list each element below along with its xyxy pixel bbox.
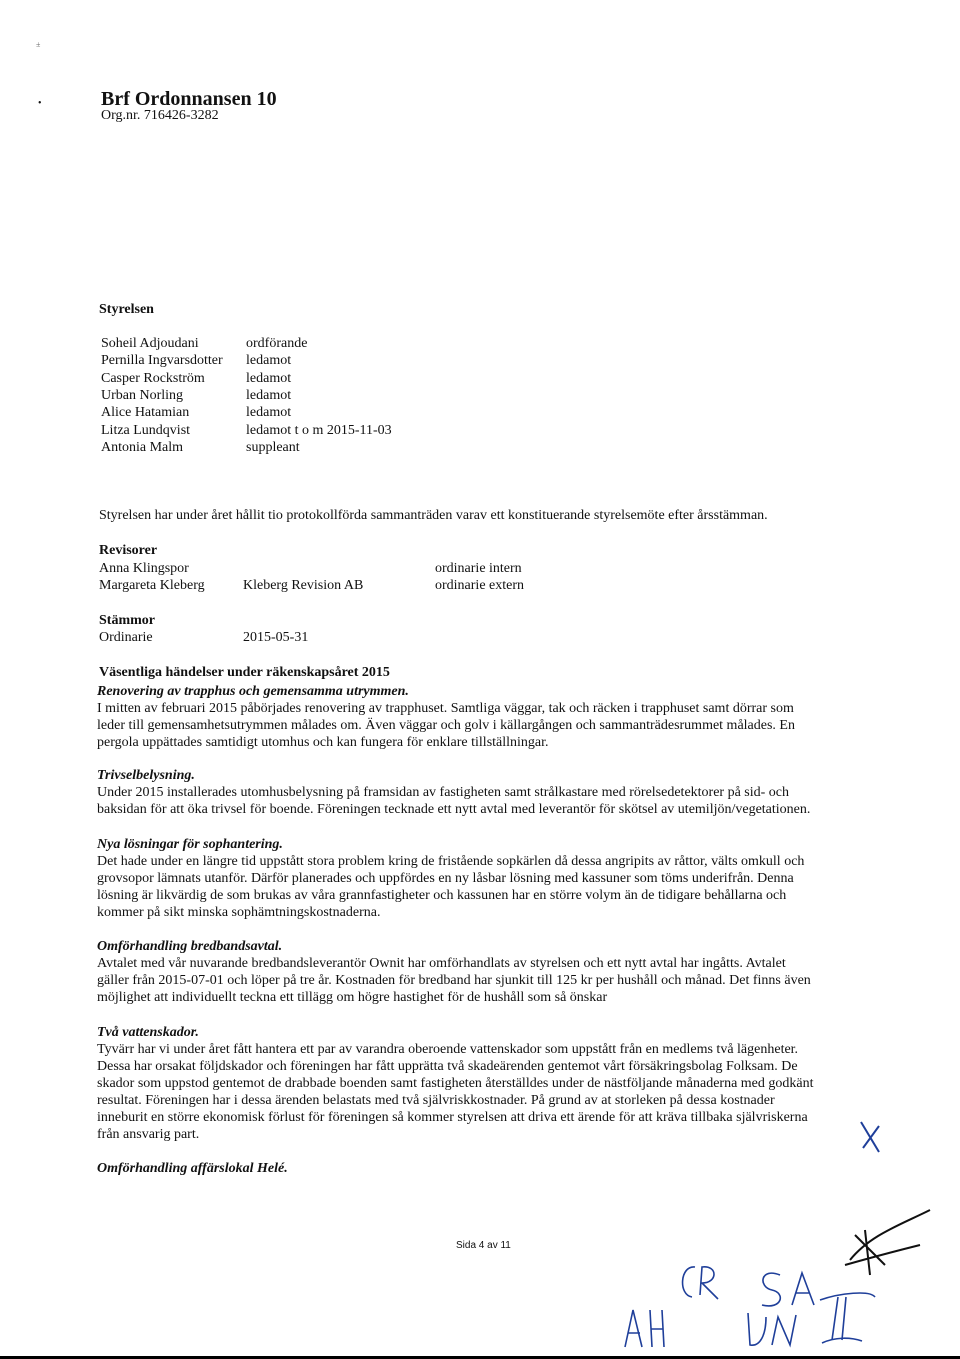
meeting-date: 2015-05-31 <box>243 630 309 645</box>
event-section <box>97 836 804 921</box>
board-member-name: Urban Norling <box>101 388 184 403</box>
scan-dot: • <box>38 98 42 109</box>
event-section <box>97 1024 814 1143</box>
event-line: leder till gemensamhetsutrymmen målades om. Även väggar och golv i källargången och sammanträdesrummet målades. En <box>97 718 795 733</box>
event-line: inneburit en större ekonomisk förlust för föreningen så kommer styrelsen att driva ett ärende för att kräva tillbaka självriskerna <box>97 1110 808 1125</box>
board-member-name: Litza Lundqvist <box>101 423 191 438</box>
auditor-role: ordinarie extern <box>435 578 525 593</box>
board-member-role: ordförande <box>246 336 308 351</box>
event-section <box>97 1160 288 1177</box>
event-line: I mitten av februari 2015 påbörjades renovering av trapphuset. Samtliga väggar, tak och räcken i trapphuset samt dörrar som <box>97 701 794 716</box>
auditor-name: Margareta Kleberg <box>99 578 205 593</box>
board-member-role: ledamot <box>246 371 292 386</box>
board-member-name: Pernilla Ingvarsdotter <box>101 353 223 368</box>
event-line: möjlighet att individuellt teckna ett tillägg om högre hastighet för de hushåll som så önskar <box>97 990 608 1005</box>
auditor-company: Kleberg Revision AB <box>243 578 364 593</box>
event-title: Två vattenskador. <box>97 1025 199 1040</box>
meetings-heading: Stämmor <box>99 613 155 628</box>
board-member-name: Casper Rockström <box>101 371 205 386</box>
event-title: Trivselbelysning. <box>97 768 195 783</box>
event-line: baksidan för att öka trivsel för boende. Föreningen tecknade ett nytt avtal med leverantör för skötsel av utemiljön/vegetationen. <box>97 802 811 817</box>
handwritten-initials <box>600 1205 940 1355</box>
event-line: grovsopor lämnats utanför. Därför planerades och uppfördes en ny låsbar lösning med kassuner som töms underifrån. Denna <box>97 871 794 886</box>
event-line: Tyvärr har vi under året fått hantera ett par av varandra oberoende vattenskador som uppstått från en medlems två lägenheter. <box>97 1042 799 1057</box>
handwritten-check-mark <box>855 1118 885 1158</box>
event-line: kommer på sikt minska sophämtningskostnaderna. <box>97 905 381 920</box>
board-member-role: ledamot t o m 2015-11-03 <box>246 423 392 438</box>
auditor-role: ordinarie intern <box>435 561 522 576</box>
events-heading: Väsentliga händelser under räkenskapsåret 2015 <box>99 665 390 680</box>
page-number: Sida 4 av 11 <box>456 1240 511 1251</box>
event-section <box>97 938 811 1006</box>
event-line: pergola uppättades samtidigt utomhus och kan fungera för enklare tillställningar. <box>97 735 549 750</box>
event-title: Nya lösningar för sophantering. <box>97 837 283 852</box>
event-line: från ansvarig part. <box>97 1127 200 1142</box>
board-member-name: Soheil Adjoudani <box>101 336 199 351</box>
event-line: Avtalet med vår nuvarande bredbandsleverantör Ownit har omförhandlats av styrelsen och ett nytt avtal har ingåtts. Avtalet <box>97 956 786 971</box>
auditor-name: Anna Klingspor <box>99 561 189 576</box>
event-line: resultat. Föreningen har i dessa ärenden belastats med två självriskkostnader. På grund av at storleken på dessa kostnader <box>97 1093 775 1108</box>
event-line: skador som uppstod gentemot de drabbade boenden samt fastigheten återställdes under de nästföljande månaderna med godkänt <box>97 1076 814 1091</box>
board-member-role: ledamot <box>246 388 292 403</box>
meeting-type: Ordinarie <box>99 630 153 645</box>
event-line: Dessa har orsakat följdskador och föreningen har fått upprätta två skadeärenden gentemot vårt försäkringsbolag Folksam. De <box>97 1059 798 1074</box>
event-title: Omförhandling bredbandsavtal. <box>97 939 283 954</box>
board-meetings-text: Styrelsen har under året hållit tio protokollförda sammanträden varav ett konstituerande styrelsemöte efter årsstämman. <box>99 508 768 523</box>
board-member-role: ledamot <box>246 405 292 420</box>
event-line: Under 2015 installerades utomhusbelysning på framsidan av fastigheten samt strålkastare med rörelsedetektorer på sid- och <box>97 785 790 800</box>
board-member-role: ledamot <box>246 353 292 368</box>
event-line: Det hade under en längre tid uppstått stora problem kring de fristående sopkärlen då dessa angripits av råttor, välts omkull och <box>97 854 805 869</box>
event-section <box>97 767 810 818</box>
event-title: Omförhandling affärslokal Helé. <box>97 1161 288 1176</box>
event-line: gäller från 2015-07-01 och löper på tre år. Kostnaden för bredband har sjunkit till 125 kr per hushåll och månad. Det finns även <box>97 973 811 988</box>
board-member-name: Antonia Malm <box>101 440 184 455</box>
event-section <box>97 683 795 751</box>
event-title: Renovering av trapphus och gemensamma utrymmen. <box>97 684 409 699</box>
association-name: Brf Ordonnansen 10 <box>101 88 277 110</box>
org-number: Org.nr. 716426-3282 <box>101 108 219 123</box>
board-heading: Styrelsen <box>99 302 154 317</box>
board-member-role: suppleant <box>246 440 300 455</box>
scan-corner-mark: ± <box>36 40 41 49</box>
auditors-heading: Revisorer <box>99 543 158 558</box>
event-line: lösning är likvärdig de som brukas av våra grannfastigheter och kassunen har en större volym än de tidigare behållarna och <box>97 888 787 903</box>
board-member-name: Alice Hatamian <box>101 405 190 420</box>
